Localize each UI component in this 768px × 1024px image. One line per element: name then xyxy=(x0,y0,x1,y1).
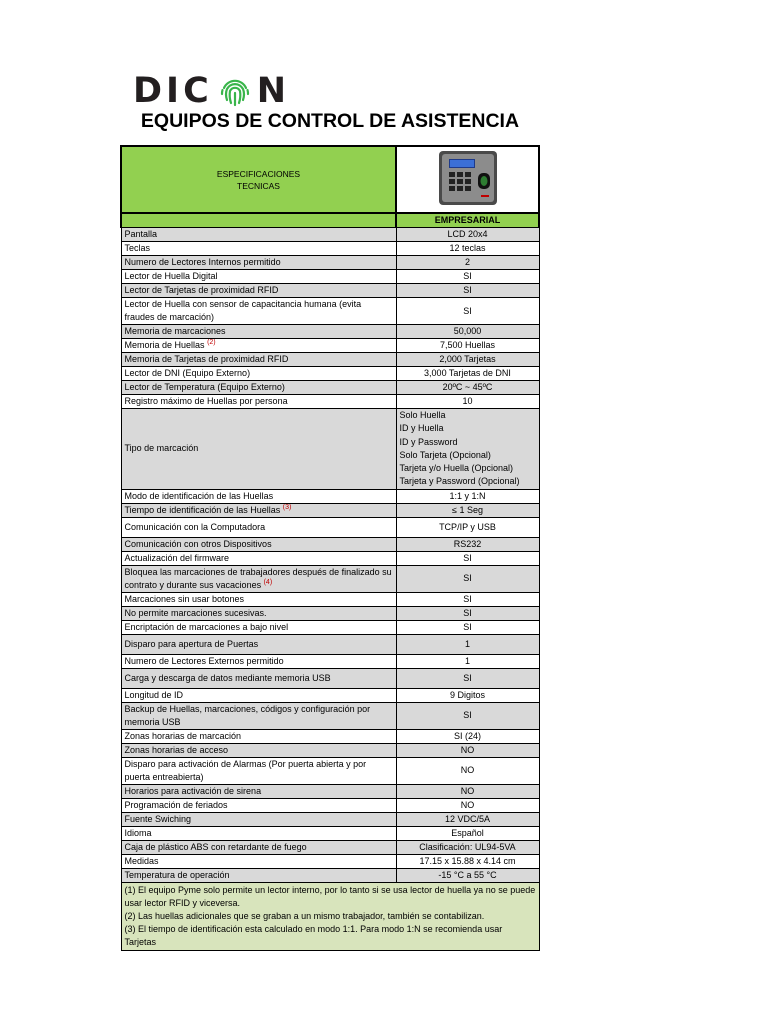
spec-label-text: Memoria de Tarjetas de proximidad RFID xyxy=(124,354,289,364)
spec-label-text: Fuente Swiching xyxy=(124,813,192,824)
spec-value: NO xyxy=(396,757,539,784)
table-row xyxy=(121,395,539,409)
spec-value: 12 teclas xyxy=(396,242,539,256)
spec-label-text: Longitud de ID xyxy=(124,689,184,700)
table-header xyxy=(121,146,539,213)
table-row xyxy=(121,325,539,339)
table-row xyxy=(121,592,539,606)
tipo-option: Tarjeta y Password (Opcional) xyxy=(399,476,520,487)
table-row xyxy=(121,620,539,634)
spec-value: SI xyxy=(396,702,539,729)
spec-label xyxy=(121,489,396,503)
table-row xyxy=(121,517,539,537)
table-row xyxy=(121,606,539,620)
table-row xyxy=(121,702,539,729)
spec-value: SI xyxy=(396,270,539,284)
table-row xyxy=(121,298,539,325)
table-row xyxy=(121,654,539,668)
table-row xyxy=(121,784,539,798)
model-blank-cell xyxy=(121,213,396,228)
spec-label-text: Lector de Temperatura (Equipo Externo) xyxy=(124,382,285,392)
spec-header-cell xyxy=(121,146,396,213)
spec-label xyxy=(121,784,396,798)
spec-value: 10 xyxy=(396,395,539,409)
spec-value: -15 °C a 55 °C xyxy=(396,868,539,882)
spec-label-text: Bloquea las marcaciones de trabajadores después de finalizado su contrato y durante sus vacaciones xyxy=(124,566,392,590)
spec-value: 7,500 Huellas xyxy=(396,339,539,353)
table-row xyxy=(121,798,539,812)
spec-label xyxy=(121,606,396,620)
spec-value: Español xyxy=(396,826,539,840)
spec-label xyxy=(121,339,396,353)
spec-label xyxy=(121,868,396,882)
spec-label-text: Idioma xyxy=(124,827,152,838)
table-row-tipo-marcacion xyxy=(121,409,539,490)
spec-value: 20ºC ~ 45ºC xyxy=(396,381,539,395)
tipo-option: Solo Huella xyxy=(399,410,446,420)
table-row xyxy=(121,854,539,868)
spec-label xyxy=(121,668,396,688)
spec-value: 2 xyxy=(396,256,539,270)
spec-label-text: No permite marcaciones sucesivas. xyxy=(124,607,267,618)
table-row xyxy=(121,503,539,517)
table-row xyxy=(121,688,539,702)
table-row xyxy=(121,634,539,654)
table-row xyxy=(121,228,539,242)
spec-label-text: Teclas xyxy=(124,243,151,253)
table-row xyxy=(121,565,539,592)
spec-label-text: Disparo para apertura de Puertas xyxy=(124,638,259,649)
spec-label xyxy=(121,228,396,242)
spec-label: Tipo de marcación xyxy=(121,409,396,490)
table-row xyxy=(121,367,539,381)
logo-text-right: N xyxy=(256,71,291,111)
spec-label xyxy=(121,367,396,381)
table-row xyxy=(121,381,539,395)
spec-table xyxy=(120,145,540,951)
spec-label xyxy=(121,688,396,702)
tipo-option: Tarjeta y/o Huella (Opcional) xyxy=(399,463,514,474)
footnote: (2) Las huellas adicionales que se graban a un mismo trabajador, también se contabilizan. xyxy=(124,910,485,921)
spec-value: 9 Digitos xyxy=(396,688,539,702)
spec-label-text: Modo de identificación de las Huellas xyxy=(124,490,274,501)
table-row xyxy=(121,489,539,503)
spec-label xyxy=(121,537,396,551)
spec-value: NO xyxy=(396,743,539,757)
spec-label-text: Memoria de Huellas xyxy=(124,340,205,350)
spec-label xyxy=(121,565,396,592)
spec-value: SI xyxy=(396,620,539,634)
spec-label-text: Tiempo de identificación de las Huellas xyxy=(124,504,281,515)
spec-value: TCP/IP y USB xyxy=(396,517,539,537)
spec-label xyxy=(121,729,396,743)
spec-label-text: Caja de plástico ABS con retardante de fuego xyxy=(124,841,307,852)
spec-value: SI xyxy=(396,668,539,688)
spec-label-text: Registro máximo de Huellas por persona xyxy=(124,396,288,406)
table-row xyxy=(121,270,539,284)
spec-label xyxy=(121,757,396,784)
spec-label-text: Memoria de marcaciones xyxy=(124,326,226,336)
footnotes xyxy=(121,882,539,950)
spec-label xyxy=(121,551,396,565)
spec-label-text: Encriptación de marcaciones a bajo nivel xyxy=(124,621,289,632)
table-row xyxy=(121,729,539,743)
spec-label-text: Lector de Huella con sensor de capacitancia humana (evita fraudes de marcación) xyxy=(124,299,362,322)
table-row xyxy=(121,868,539,882)
spec-value: 3,000 Tarjetas de DNI xyxy=(396,367,539,381)
tipo-options xyxy=(396,409,539,490)
table-row xyxy=(121,353,539,367)
spec-label-text: Zonas horarias de marcación xyxy=(124,730,242,741)
model-row xyxy=(121,213,539,228)
spec-label-text: Pantalla xyxy=(124,229,158,239)
spec-header-line2: TECNICAS xyxy=(237,180,280,191)
spec-value: 50,000 xyxy=(396,325,539,339)
table-row xyxy=(121,339,539,353)
spec-value: SI (24) xyxy=(396,729,539,743)
fingerprint-icon xyxy=(217,73,253,109)
page-title: EQUIPOS DE CONTROL DE ASISTENCIA xyxy=(140,110,520,132)
spec-label xyxy=(121,353,396,367)
spec-value: 1:1 y 1:N xyxy=(396,489,539,503)
spec-value: NO xyxy=(396,784,539,798)
spec-label xyxy=(121,702,396,729)
spec-value: 1 xyxy=(396,654,539,668)
spec-label xyxy=(121,256,396,270)
spec-label-text: Actualización del firmware xyxy=(124,552,230,563)
attendance-device-image xyxy=(437,149,499,207)
spec-label xyxy=(121,325,396,339)
spec-label-text: Comunicación con la Computadora xyxy=(124,521,266,532)
spec-label xyxy=(121,634,396,654)
spec-label-text: Lector de Huella Digital xyxy=(124,271,218,281)
spec-label-text: Comunicación con otros Dispositivos xyxy=(124,538,272,549)
dicon-logo xyxy=(133,72,290,110)
model-label: EMPRESARIAL xyxy=(396,213,539,228)
spec-value: RS232 xyxy=(396,537,539,551)
spec-value: SI xyxy=(396,551,539,565)
spec-label-text: Programación de feriados xyxy=(124,799,228,810)
spec-label xyxy=(121,592,396,606)
spec-value: ≤ 1 Seg xyxy=(396,503,539,517)
spec-label xyxy=(121,840,396,854)
spec-label xyxy=(121,812,396,826)
footnote-ref: (3) xyxy=(282,503,292,511)
spec-label-text: Numero de Lectores Externos permitido xyxy=(124,655,284,666)
spec-value: 12 VDC/5A xyxy=(396,812,539,826)
table-row xyxy=(121,743,539,757)
spec-label xyxy=(121,503,396,517)
spec-label-text: Lector de Tarjetas de proximidad RFID xyxy=(124,285,279,295)
spec-value: 2,000 Tarjetas xyxy=(396,353,539,367)
table-row xyxy=(121,256,539,270)
spec-value: 1 xyxy=(396,634,539,654)
spec-value: SI xyxy=(396,565,539,592)
spec-label-text: Horarios para activación de sirena xyxy=(124,785,262,796)
spec-label xyxy=(121,395,396,409)
spec-label-text: Medidas xyxy=(124,855,159,866)
footnote: (3) El tiempo de identificación esta calculado en modo 1:1. Para modo 1:N se recomienda usar Tarjetas xyxy=(124,923,503,947)
spec-label xyxy=(121,854,396,868)
table-row xyxy=(121,826,539,840)
tipo-option: Solo Tarjeta (Opcional) xyxy=(399,449,491,460)
spec-label xyxy=(121,517,396,537)
spec-label-text: Zonas horarias de acceso xyxy=(124,744,229,755)
tipo-option: ID y Password xyxy=(399,436,458,447)
spec-label xyxy=(121,743,396,757)
footnote-ref: (2) xyxy=(207,339,216,346)
spec-label xyxy=(121,826,396,840)
tipo-option: ID y Huella xyxy=(399,423,444,434)
table-row xyxy=(121,812,539,826)
spec-label-text: Temperatura de operación xyxy=(124,869,230,880)
spec-label-text: Backup de Huellas, marcaciones, códigos y configuración por memoria USB xyxy=(124,703,371,727)
spec-value: LCD 20x4 xyxy=(396,228,539,242)
spec-label xyxy=(121,798,396,812)
product-image-cell xyxy=(396,146,539,213)
table-row xyxy=(121,551,539,565)
table-row xyxy=(121,537,539,551)
spec-label xyxy=(121,298,396,325)
footnote-ref: (4) xyxy=(263,578,273,586)
spec-label xyxy=(121,284,396,298)
table-row xyxy=(121,242,539,256)
table-row xyxy=(121,668,539,688)
spec-value: 17.15 x 15.88 x 4.14 cm xyxy=(396,854,539,868)
spec-label-text: Numero de Lectores Internos permitido xyxy=(124,257,281,267)
spec-label xyxy=(121,270,396,284)
spec-label-text: Lector de DNI (Equipo Externo) xyxy=(124,368,251,378)
spec-value: NO xyxy=(396,798,539,812)
spec-value: SI xyxy=(396,592,539,606)
footnote: (1) El equipo Pyme solo permite un lector interno, por lo tanto si se usa lector de huella ya no se puede usar lector RFID y viceversa. xyxy=(124,884,536,908)
spec-label xyxy=(121,654,396,668)
spec-label xyxy=(121,620,396,634)
footnotes-row xyxy=(121,882,539,950)
spec-value: SI xyxy=(396,284,539,298)
spec-value: SI xyxy=(396,606,539,620)
spec-value: SI xyxy=(396,298,539,325)
table-row xyxy=(121,284,539,298)
table-row xyxy=(121,840,539,854)
spec-label xyxy=(121,242,396,256)
table-row xyxy=(121,757,539,784)
spec-label-text: Carga y descarga de datos mediante memoria USB xyxy=(124,672,331,683)
spec-value: Clasificación: UL94-5VA xyxy=(396,840,539,854)
logo-text-left: DIC xyxy=(133,71,213,111)
spec-label xyxy=(121,381,396,395)
spec-label-text: Disparo para activación de Alarmas (Por puerta abierta y por puerta entreabierta) xyxy=(124,758,367,782)
spec-header-line1: ESPECIFICACIONES xyxy=(216,168,301,179)
spec-label-text: Marcaciones sin usar botones xyxy=(124,593,245,604)
